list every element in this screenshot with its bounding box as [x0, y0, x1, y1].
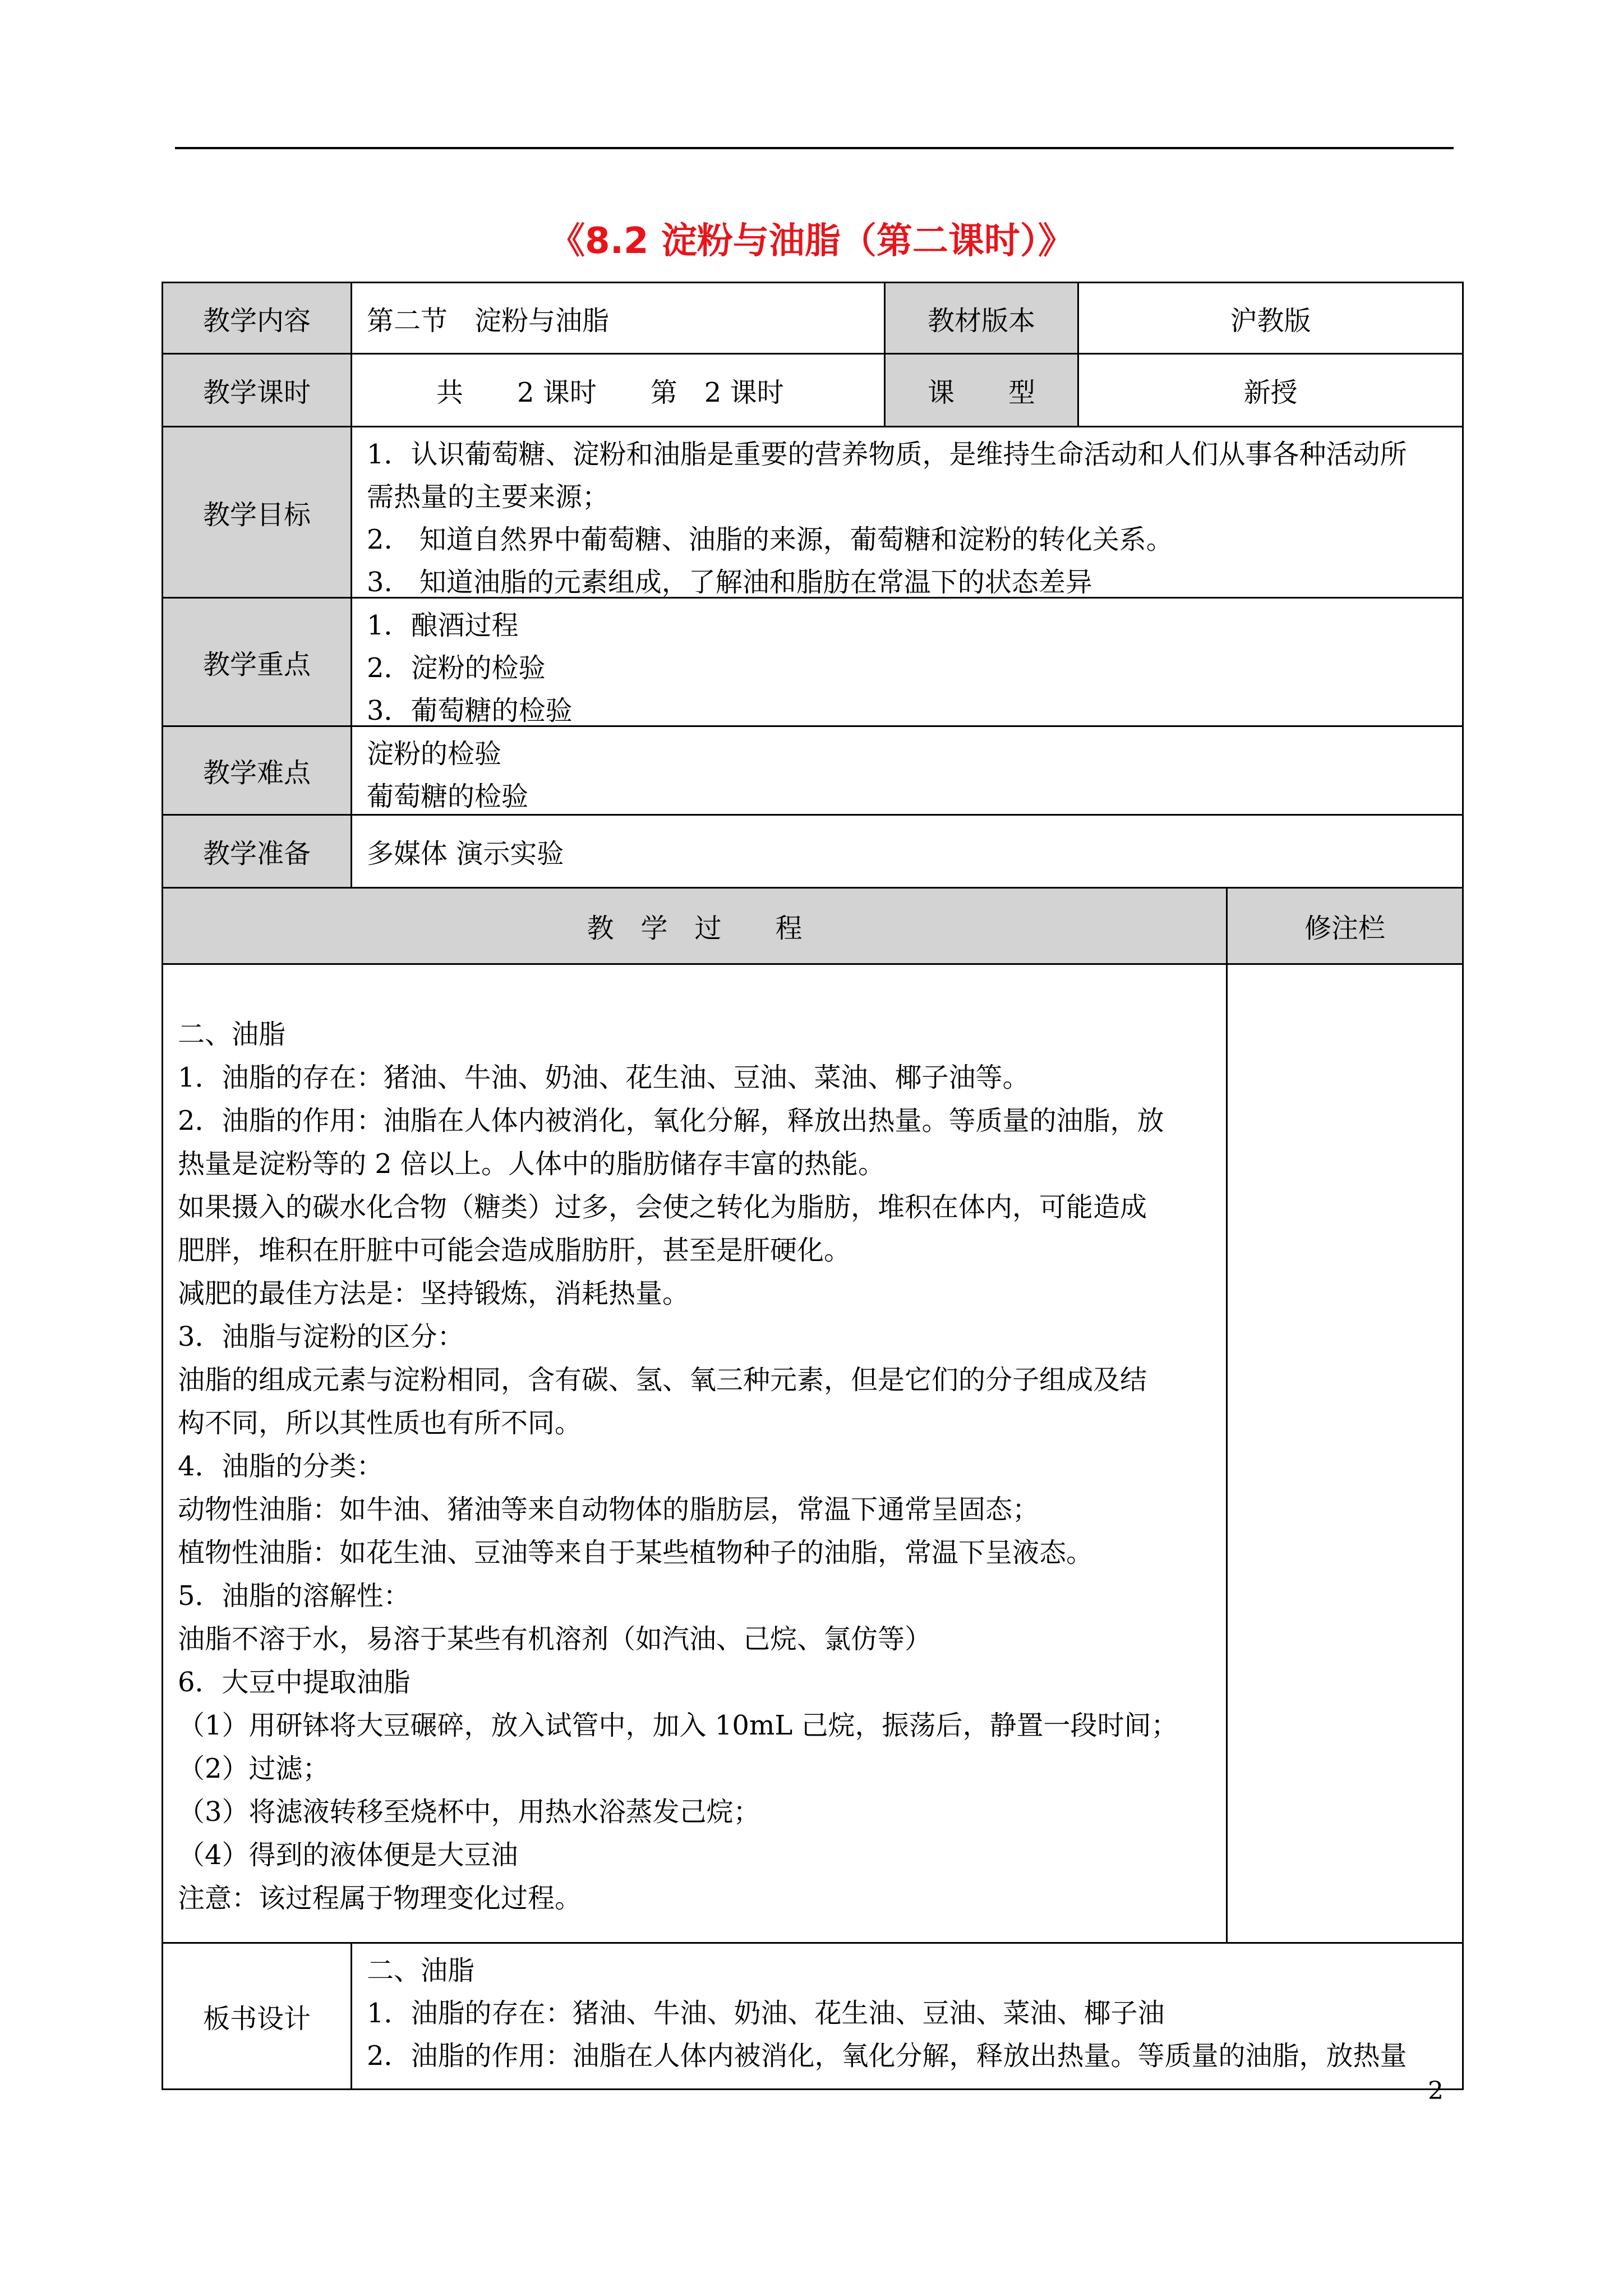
goal-line: 需热量的主要来源； [367, 481, 610, 513]
process-line: 5．油脂的溶解性： [178, 1580, 411, 1612]
difficulty-line: 葡萄糖的检验 [367, 781, 529, 812]
preparation-label: 教学准备 [163, 816, 352, 889]
process-line: （1）用研钵将大豆碾碎，放入试管中，加入 10mL 己烷，振荡后，静置一段时间； [178, 1710, 1178, 1741]
edition-label: 教材版本 [886, 283, 1079, 355]
board-line: 1．油脂的存在：猪油、牛油、奶油、花生油、豆油、菜油、椰子油 [367, 1998, 1165, 2029]
notes-header: 修注栏 [1228, 889, 1462, 965]
board-line: 二、油脂 [367, 1955, 475, 1986]
page-number: 2 [1428, 2077, 1444, 2105]
key-point-line: 3．葡萄糖的检验 [367, 695, 573, 726]
process-line: 4．油脂的分类： [178, 1451, 384, 1482]
process-line: 构不同，所以其性质也有所不同。 [178, 1407, 582, 1439]
process-line: （3）将滤液转移至烧杯中，用热水浴蒸发己烷； [178, 1796, 760, 1828]
type-value: 新授 [1079, 355, 1462, 427]
process-line: 6．大豆中提取油脂 [178, 1667, 411, 1698]
edition-value: 沪教版 [1079, 283, 1462, 355]
process-line: 注意：该过程属于物理变化过程。 [178, 1883, 582, 1914]
difficulties-label: 教学难点 [163, 727, 352, 816]
key-points-label: 教学重点 [163, 599, 352, 727]
process-line: 2．油脂的作用：油脂在人体内被消化，氧化分解，释放出热量。等质量的油脂，放 [178, 1105, 1164, 1137]
content-value: 第二节 淀粉与油脂 [352, 283, 886, 355]
board-content [352, 1944, 1462, 2088]
process-line: 植物性油脂：如花生油、豆油等来自于某些植物种子的油脂，常温下呈液态。 [178, 1537, 1094, 1568]
process-line: 肥胖，堆积在肝脏中可能会造成脂肪肝，甚至是肝硬化。 [178, 1235, 851, 1266]
process-content [163, 965, 1228, 1944]
board-line: 2．油脂的作用：油脂在人体内被消化，氧化分解，释放出热量。等质量的油脂，放热量 [367, 2040, 1407, 2072]
notes-column [1228, 965, 1462, 1944]
process-line: （2）过滤； [178, 1753, 330, 1784]
hours-label: 教学课时 [163, 355, 352, 427]
goal-line: 2. 知道自然界中葡萄糖、油脂的来源，葡萄糖和淀粉的转化关系。 [367, 524, 1173, 555]
key-point-line: 1．酿酒过程 [367, 610, 519, 641]
process-line: 如果摄入的碳水化合物（糖类）过多，会使之转化为脂肪，堆积在体内，可能造成 [178, 1191, 1147, 1223]
hours-value: 共 2 课时 第 2 课时 [352, 355, 886, 427]
key-points-content [352, 599, 1462, 727]
process-line: 二、油脂 [178, 1019, 286, 1050]
difficulties-content [352, 727, 1462, 816]
goals-content [352, 427, 1462, 599]
document-title: 《8.2 淀粉与油脂（第二课时）》 [549, 220, 1074, 262]
difficulty-line: 淀粉的检验 [367, 738, 502, 770]
process-line: 热量是淀粉等的 2 倍以上。人体中的脂肪储存丰富的热能。 [178, 1148, 886, 1180]
process-line: 动物性油脂：如牛油、猪油等来自动物体的脂肪层，常温下通常呈固态； [178, 1494, 1040, 1525]
process-header: 教 学 过 程 [163, 889, 1228, 965]
goal-line: 1．认识葡萄糖、淀粉和油脂是重要的营养物质，是维持生命活动和人们从事各种活动所 [367, 439, 1407, 470]
board-label: 板书设计 [163, 1944, 352, 2088]
header-rule [175, 147, 1454, 149]
process-line: 3．油脂与淀粉的区分： [178, 1321, 464, 1352]
process-line: 减肥的最佳方法是：坚持锻炼，消耗热量。 [178, 1278, 690, 1309]
goals-label: 教学目标 [163, 427, 352, 599]
content-label: 教学内容 [163, 283, 352, 355]
process-line: 1．油脂的存在：猪油、牛油、奶油、花生油、豆油、菜油、椰子油等。 [178, 1062, 1030, 1093]
process-line: （4）得到的液体便是大豆油 [178, 1839, 518, 1871]
type-label: 课 型 [886, 355, 1079, 427]
preparation-value: 多媒体 演示实验 [352, 816, 1462, 889]
goal-line: 3. 知道油脂的元素组成，了解油和脂肪在常温下的状态差异 [367, 567, 1092, 598]
process-line: 油脂的组成元素与淀粉相同，含有碳、氢、氧三种元素，但是它们的分子组成及结 [178, 1364, 1147, 1396]
process-line: 油脂不溶于水，易溶于某些有机溶剂（如汽油、己烷、氯仿等） [178, 1623, 932, 1655]
key-point-line: 2．淀粉的检验 [367, 652, 546, 684]
lesson-plan-table [162, 282, 1464, 2090]
